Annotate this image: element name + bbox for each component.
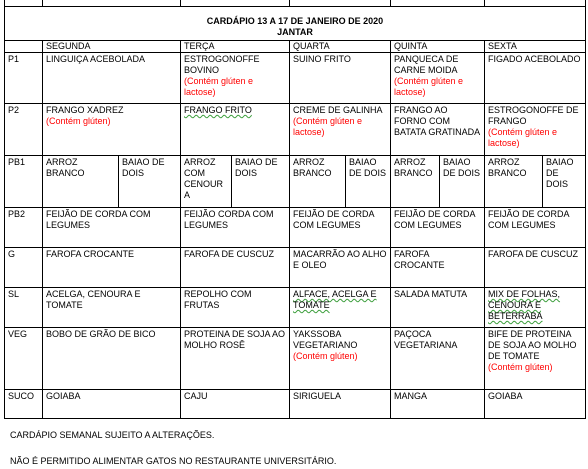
gluten-lactose-note: (Contém glúten e lactose) <box>394 76 464 97</box>
cell-pb2-quarta: FEIJÃO DE CORDA COM LEGUMES <box>290 208 391 248</box>
row-pb2 <box>5 208 586 248</box>
gluten-note: (Contém glúten) <box>488 362 553 372</box>
menu-title: CARDÁPIO 13 A 17 DE JANEIRO DE 2020 <box>206 16 384 26</box>
cell-p1-quarta: SUINO FRITO <box>290 53 391 104</box>
cell-suco-terca: CAJU <box>181 390 290 419</box>
cell-pb1-terca-a: ARROZ COM CENOURA <box>181 156 232 208</box>
gluten-note: (Contém glúten) <box>46 116 111 126</box>
cell-pb1-quinta-a: ARROZ BRANCO <box>391 156 440 208</box>
row-label-sl: SL <box>5 288 43 328</box>
cell-pb2-segunda: FEIJÃO DE CORDA COM LEGUMES <box>43 208 181 248</box>
day-header-row <box>5 41 586 53</box>
cell-g-sexta: FAROFA DE CUSCUZ <box>485 248 586 288</box>
row-sl <box>5 288 586 328</box>
cell-pb2-terca: FEIJÃO CORDA COM LEGUMES <box>181 208 290 248</box>
footer-note-changes: CARDÁPIO SEMANAL SUJEITO A ALTERAÇÕES. <box>10 430 215 440</box>
cell-pb2-sexta: FEIJÃO DE CORDA COM LEGUMES <box>485 208 586 248</box>
day-header-quarta: QUARTA <box>290 41 391 53</box>
cell-sl-quinta: SALADA MATUTA <box>391 288 485 328</box>
cell-sl-sexta: MIX DE FOLHAS, CENOURA E BETERRABA <box>485 288 586 328</box>
cell-pb1-segunda-a: ARROZ BRANCO <box>43 156 119 208</box>
cell-g-segunda: FAROFA CROCANTE <box>43 248 181 288</box>
footer-note-cats: NÃO É PERMITIDO ALIMENTAR GATOS NO RESTAURANTE UNIVERSITÁRIO. <box>10 456 337 466</box>
gluten-lactose-note: (Contém glúten e lactose) <box>488 127 558 148</box>
cell-g-quarta: MACARRÃO AO ALHO E OLEO <box>290 248 391 288</box>
cell-p2-sexta: ESTROGONOFFE DE FRANGO (Contém glúten e lactose) <box>485 104 586 156</box>
day-header-quinta: QUINTA <box>391 41 485 53</box>
cell-pb1-terca-b: BAIAO DE DOIS <box>232 156 290 208</box>
cell-veg-segunda: BOBO DE GRÃO DE BICO <box>43 328 181 390</box>
cell-p2-quarta: CREME DE GALINHA (Contém glúten e lactose) <box>290 104 391 156</box>
row-p1 <box>5 53 586 104</box>
row-label-suco: SUCO <box>5 390 43 419</box>
cell-pb2-quinta: FEIJÃO DE CORDA COM LEGUMES <box>391 208 485 248</box>
cell-veg-quarta: YAKSSOBA VEGETARIANO (Contém glúten) <box>290 328 391 390</box>
row-suco <box>5 390 586 419</box>
day-header-sexta: SEXTA <box>485 41 586 53</box>
row-label-pb1: PB1 <box>5 156 43 208</box>
title-row <box>5 7 586 41</box>
row-veg <box>5 328 586 390</box>
cell-veg-sexta: BIFE DE PROTEINA DE SOJA AO MOLHO DE TOMATE (Contém glúten) <box>485 328 586 390</box>
cell-sl-segunda: ACELGA, CENOURA E TOMATE <box>43 288 181 328</box>
day-header-segunda: SEGUNDA <box>43 41 181 53</box>
cell-suco-quarta: SIRIGUELA <box>290 390 391 419</box>
row-label-pb2: PB2 <box>5 208 43 248</box>
cell-g-terca: FAROFA DE CUSCUZ <box>181 248 290 288</box>
cell-pb1-quarta-b: BAIAO DE DOIS <box>346 156 391 208</box>
cell-pb1-quinta-b: BAIAO DE DOIS <box>440 156 485 208</box>
cell-p1-terca: ESTROGONOFFE BOVINO (Contém glúten e lactose) <box>181 53 290 104</box>
row-pb1 <box>5 156 586 208</box>
cell-sl-terca: REPOLHO COM FRUTAS <box>181 288 290 328</box>
cell-sl-quarta: ALFACE, ACELGA E TOMATE <box>290 288 391 328</box>
day-header-terca: TERÇA <box>181 41 290 53</box>
menu-subtitle: JANTAR <box>277 27 313 37</box>
cell-pb1-segunda-b: BAIAO DE DOIS <box>119 156 181 208</box>
title-cell <box>5 7 586 41</box>
header-corner <box>5 41 43 53</box>
gluten-lactose-note: (Contém glúten e lactose) <box>293 116 363 137</box>
cell-pb1-quarta-a: ARROZ BRANCO <box>290 156 346 208</box>
cell-suco-quinta: MANGA <box>391 390 485 419</box>
menu-table <box>4 0 586 419</box>
cell-veg-terca: PROTEINA DE SOJA AO MOLHO ROSÊ <box>181 328 290 390</box>
row-label-p1: P1 <box>5 53 43 104</box>
row-label-veg: VEG <box>5 328 43 390</box>
menu-document <box>4 0 585 419</box>
cell-pb1-sexta-b: BAIAO DE DOIS <box>543 156 586 208</box>
row-g <box>5 248 586 288</box>
row-p2 <box>5 104 586 156</box>
cell-g-quinta: FAROFA CROCANTE <box>391 248 485 288</box>
cell-suco-segunda: GOIABA <box>43 390 181 419</box>
cell-p1-quinta: PANQUECA DE CARNE MOIDA (Contém glúten e lactose) <box>391 53 485 104</box>
cell-p1-segunda: LINGUIÇA ACEBOLADA <box>43 53 181 104</box>
cell-p1-sexta: FIGADO ACEBOLADO <box>485 53 586 104</box>
cell-suco-sexta: GOIABA <box>485 390 586 419</box>
row-label-g: G <box>5 248 43 288</box>
cell-p2-segunda: FRANGO XADREZ (Contém glúten) <box>43 104 181 156</box>
cell-pb1-sexta-a: ARROZ BRANCO <box>485 156 543 208</box>
cell-p2-terca: FRANGO FRITO <box>181 104 290 156</box>
cell-p2-quinta: FRANGO AO FORNO COM BATATA GRATINADA <box>391 104 485 156</box>
gluten-note: (Contém glúten) <box>293 351 358 361</box>
row-label-p2: P2 <box>5 104 43 156</box>
gluten-lactose-note: (Contém glúten e lactose) <box>184 76 254 97</box>
cell-veg-quinta: PAÇOCA VEGETARIANA <box>391 328 485 390</box>
